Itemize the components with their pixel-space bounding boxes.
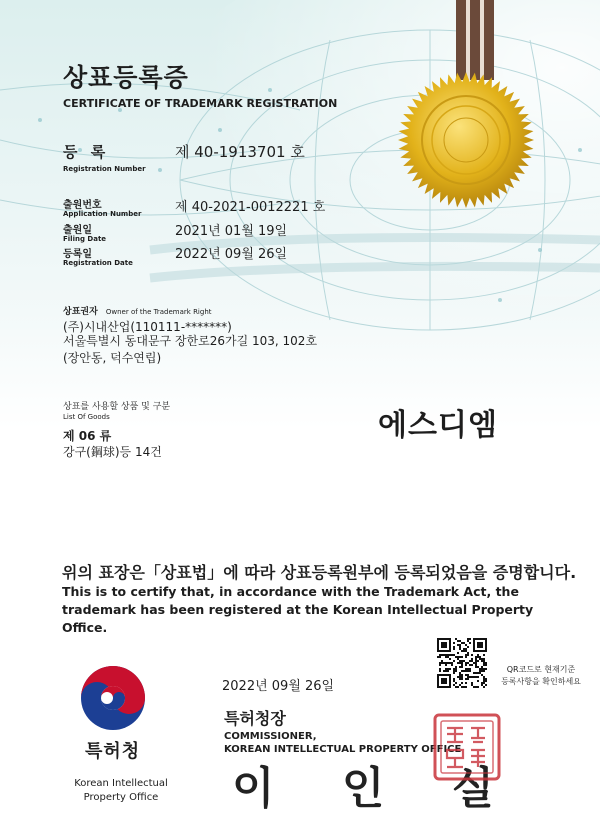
- registration-label-en: Registration Number: [63, 165, 146, 173]
- registration-date: 2022년 09월 26일: [175, 247, 288, 262]
- registration-label: 등 록: [63, 143, 110, 161]
- qr-instruction-line2: 등록사항을 확인하세요: [501, 677, 581, 686]
- commissioner-title-en-line1: COMMISSIONER,: [224, 731, 317, 742]
- kipo-name-en-line2: Property Office: [83, 792, 159, 803]
- registration-date-label: 등록일: [63, 249, 92, 260]
- commissioner-title-en-line2: KOREAN INTELLECTUAL PROPERTY OFFICE: [224, 744, 462, 755]
- certificate-title: 상표등록증: [63, 63, 189, 92]
- owner-address: 서울특별시 동대문구 장한로26가길 103, 102호(장안동, 덕수연립): [63, 334, 318, 365]
- kipo-name-en: [66, 777, 176, 805]
- qr-code-icon[interactable]: [437, 638, 487, 688]
- kipo-name-en-line1: Korean Intellectual: [74, 778, 168, 789]
- application-label: 출원번호: [63, 200, 102, 211]
- registration-date-label-en: Registration Date: [63, 259, 133, 267]
- registration-number: 제 40-1913701 호: [175, 143, 305, 161]
- goods-items: 강구(鋼球)등 14건: [63, 445, 162, 459]
- goods-label-en: List Of Goods: [63, 413, 110, 421]
- filing-date: 2021년 01월 19일: [175, 224, 288, 239]
- trademark-mark: 에스디엠: [378, 408, 498, 443]
- commissioner-title-ko: 특허청장: [224, 709, 286, 728]
- qr-instruction-line1: QR코드로 현재기준: [506, 665, 576, 674]
- owner-label: 상표권자: [63, 307, 98, 317]
- qr-instruction: [496, 664, 586, 688]
- official-stamp-icon: [432, 712, 502, 782]
- gold-seal-icon: [396, 70, 536, 210]
- filing-date-label-en: Filing Date: [63, 235, 107, 243]
- filing-date-label: 출원일: [63, 225, 92, 236]
- kipo-name-ko: 특허청: [85, 741, 141, 762]
- goods-label: 상표를 사용할 상품 및 구분: [63, 402, 171, 412]
- certification-statement-ko: 위의 표장은「상표법」에 따라 상표등록원부에 등록되었음을 증명합니다.: [62, 563, 577, 582]
- kipo-logo-icon: [78, 663, 148, 733]
- certification-statement-en: This is to certify that, in accordance with the Trademark Act, the trademark has been registered at the Korean Intellectual Property Office.: [62, 584, 534, 635]
- ribbon-icon: [452, 0, 500, 80]
- owner-label-group: [63, 299, 212, 318]
- application-label-en: Application Number: [63, 210, 142, 218]
- goods-class: 제 06 류: [63, 429, 112, 443]
- issue-date: 2022년 09월 26일: [222, 679, 335, 694]
- owner-label-en: Owner of the Trademark Right: [105, 308, 212, 316]
- application-number: 제 40-2021-0012221 호: [175, 200, 326, 215]
- commissioner-signature: 이 인 실: [232, 763, 521, 814]
- certificate-subtitle: CERTIFICATE OF TRADEMARK REGISTRATION: [63, 97, 338, 110]
- owner-name: (주)시내산업(110111-*******): [63, 320, 232, 334]
